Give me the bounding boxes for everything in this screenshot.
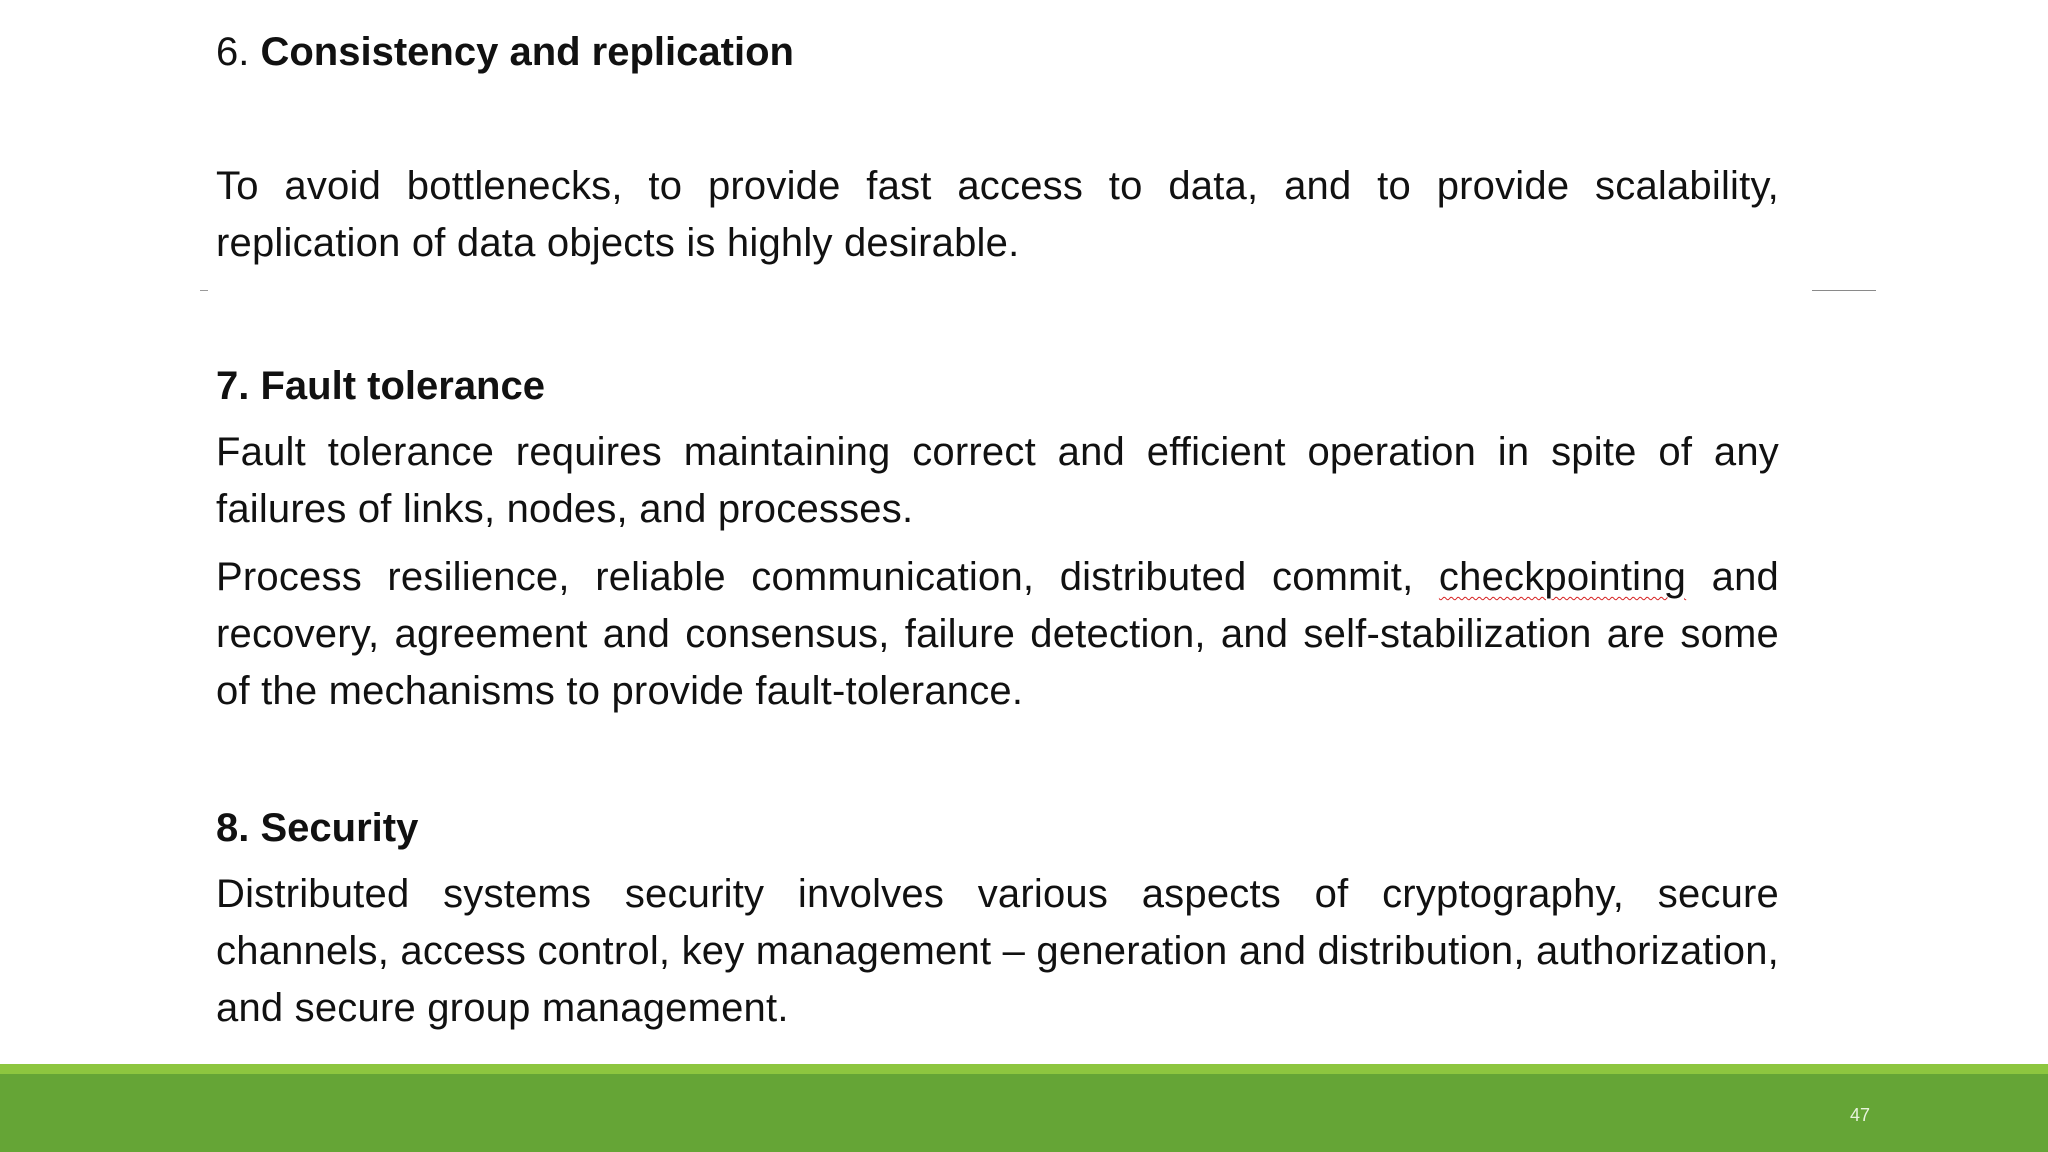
spellcheck-flagged-word[interactable]: checkpointing: [1438, 555, 1687, 599]
section-7-paragraph-1: Fault tolerance requires maintaining correct and efficient operation in spite of any failures of links, nodes, and processes.: [216, 430, 1779, 531]
section-7-heading: [216, 356, 1779, 416]
section-6-heading: [216, 22, 1779, 82]
section-7-title: 7. Fault tolerance: [216, 364, 545, 408]
section-7-paragraph-2-end: and recovery, agreement and consensus, failure detection, and self-stabilization are some of the mechanisms to provide fault-tolerance.: [216, 555, 1779, 713]
section-7-paragraph-2: [216, 549, 1779, 720]
section-8-heading: [216, 798, 1779, 858]
section-8-paragraph: Distributed systems security involves various aspects of cryptography, secure channels, access control, key management – generation and distribution, authorization, and secure group management.: [216, 872, 1779, 1030]
divider-right: [1812, 290, 1876, 291]
page-number: 47: [1849, 1105, 1871, 1125]
section-6-number: 6.: [216, 30, 250, 74]
section-6-paragraph: To avoid bottlenecks, to provide fast access to data, and to provide scalability, replication of data objects is highly desirable.: [216, 164, 1779, 265]
footer-bar: [0, 1074, 2048, 1152]
section-7-paragraph-2-start: Process resilience, reliable communication, distributed commit,: [216, 555, 1439, 599]
section-6-title: Consistency and replication: [260, 30, 794, 74]
divider-left: [200, 290, 208, 291]
slide-content: [216, 22, 1779, 1037]
section-8-title: 8. Security: [216, 806, 419, 850]
footer-accent-stripe: [0, 1064, 2048, 1074]
